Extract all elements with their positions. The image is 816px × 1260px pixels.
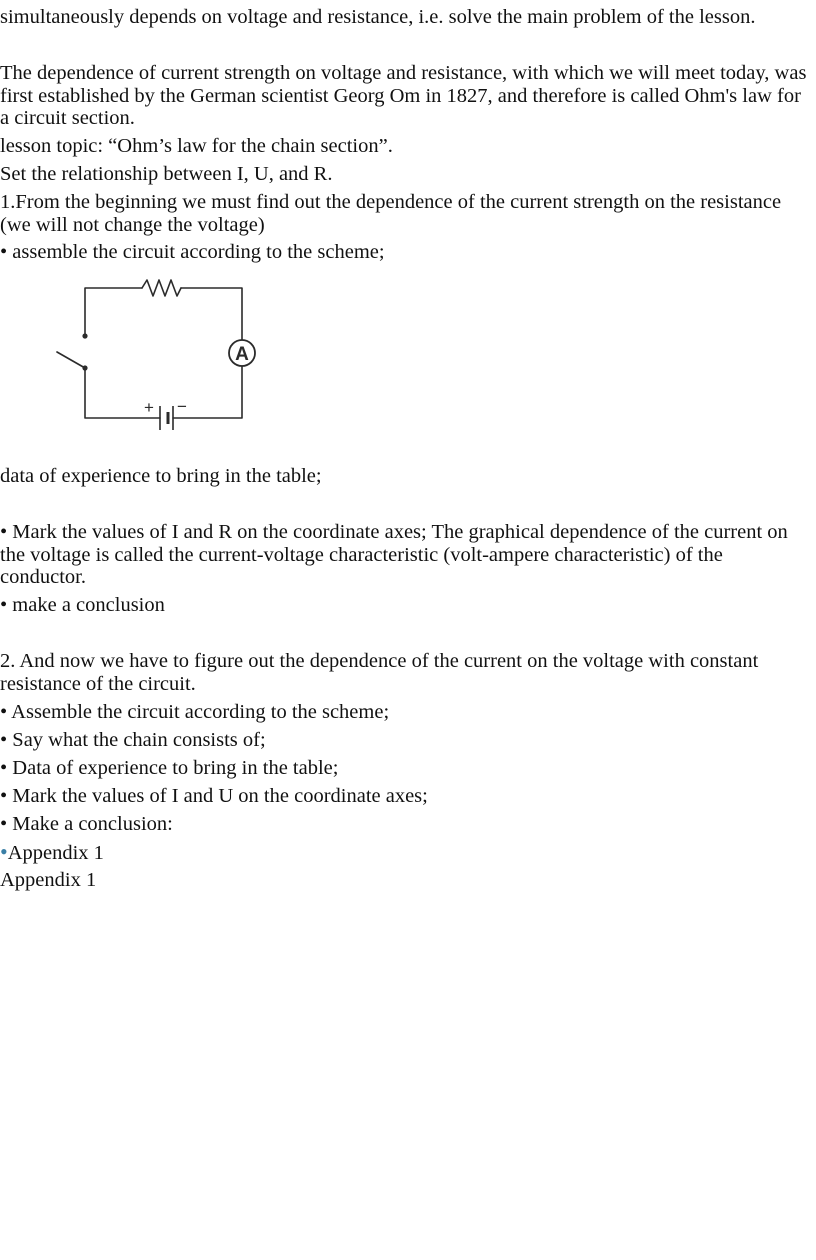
data-table-line-1: data of experience to bring in the table; [0, 465, 322, 487]
blue-bullet-icon: • [0, 839, 8, 864]
assemble-circuit-1: • assemble the circuit according to the scheme; [0, 241, 385, 263]
ammeter [229, 340, 255, 366]
conclusion-line-2: • Make a conclusion: [0, 813, 173, 835]
top-wire-right [181, 288, 242, 340]
conclusion-line-1: • make a conclusion [0, 594, 165, 616]
switch-contact-top [82, 333, 87, 338]
resistor-symbol [142, 280, 181, 296]
mark-axes-paragraph-1: • Mark the values of I and R on the coordinate axes; The graphical dependence of the current on the voltage is called the current-voltage characteristic (volt-ampere characteristic) of the conductor. [0, 521, 788, 588]
relationship-line: Set the relationship between I, U, and R. [0, 163, 333, 185]
lesson-topic: lesson topic: “Ohm’s law for the chain section”. [0, 135, 393, 157]
switch-contact-bottom [82, 365, 87, 370]
data-table-line-2: • Data of experience to bring in the table; [0, 757, 339, 779]
step-1-paragraph: 1.From the beginning we must find out the dependence of the current strength on the resistance (we will not change the voltage) [0, 191, 782, 236]
appendix-bullet-label: Appendix 1 [7, 842, 104, 864]
appendix-line: Appendix 1 [0, 869, 97, 891]
step-2-paragraph: 2. And now we have to figure out the dependence of the current on the voltage with constant resistance of the circuit. [0, 650, 759, 695]
ammeter-label: A [235, 344, 249, 365]
mark-axes-line-2: • Mark the values of I and U on the coordinate axes; [0, 785, 428, 807]
ohm-history-paragraph: The dependence of current strength on voltage and resistance, with which we will meet today, was first established by the German scientist Georg Om in 1827, and therefore is called Ohm's law for a circuit section. [0, 62, 807, 129]
intro-line: simultaneously depends on voltage and resistance, i.e. solve the main problem of the lesson. [0, 6, 756, 28]
top-wire-left [85, 288, 142, 336]
chain-consists-line: • Say what the chain consists of; [0, 729, 266, 751]
appendix-bullet-item [0, 841, 104, 865]
circuit-diagram [50, 278, 270, 440]
assemble-circuit-2: • Assemble the circuit according to the scheme; [0, 701, 390, 723]
battery-plus-sign: + [144, 398, 154, 417]
battery-minus-sign: − [177, 397, 187, 416]
switch-lever [57, 352, 85, 368]
battery-symbol [160, 406, 173, 430]
